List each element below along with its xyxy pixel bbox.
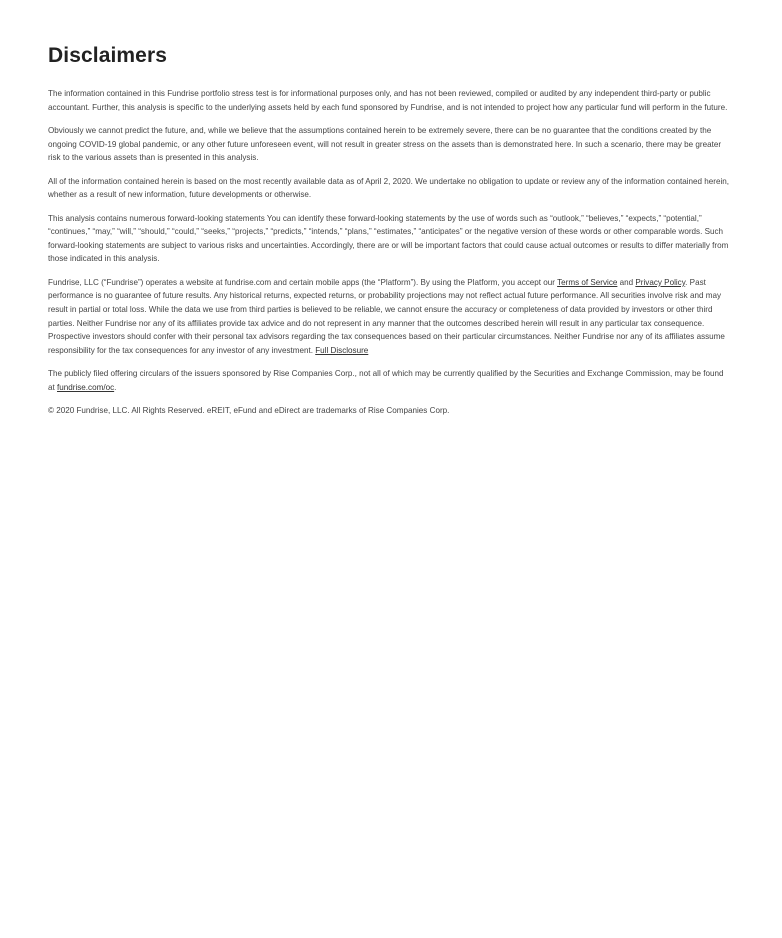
page-title: Disclaimers xyxy=(48,44,168,67)
disclaimers-page xyxy=(48,44,732,418)
platform-text-part1: Fundrise, LLC (“Fundrise”) operates a website at fundrise.com and certain mobile apps (the “Platform”). By using the Platform, you accept our xyxy=(48,277,558,287)
disclaimer-paragraph-forward-looking: This analysis contains numerous forward-looking statements You can identify these forward-looking statements by the use of words such as “outlook,” “believes,” “expects,” “potential,” “continues,” “may,” “will,” “should,” “could,” “seeks,” “projects,” “predicts,” “intends,” “plans,” “estimates,” “anticipates” or the negative version of these words or other comparable words. Such forward-looking statements are subject to various risks and uncertainties. Accordingly, there are or will be important factors that could cause actual outcomes or results to differ materially from those indicated in this analysis. xyxy=(48,213,729,264)
disclaimer-paragraph-data-date: All of the information contained herein is based on the most recently available data as of April 2, 2020. We undertake no obligation to update or review any of the information contained herein, whether as a result of new information, future developments or otherwise. xyxy=(48,176,730,200)
offering-text-part1: The publicly filed offering circulars of the issuers sponsored by Rise Companies Corp., not all of which may be currently qualified by the Securities and Exchange Commission, may be found at xyxy=(48,369,724,392)
disclaimer-paragraph-offering-circulars xyxy=(48,367,732,394)
copyright-notice: © 2020 Fundrise, LLC. All Rights Reserved. eREIT, eFund and eDirect are trademarks of Rise Companies Corp. xyxy=(48,406,450,416)
disclaimer-paragraph-informational: The information contained in this Fundrise portfolio stress test is for informational purposes only, and has not been reviewed, compiled or audited by any independent third-party or public accountant. Further, this analysis is specific to the underlying assets held by each fund sponsored by Fundrise, and is not intended to project how any particular fund will perform in the future. xyxy=(48,89,728,112)
terms-of-service-link[interactable]: Terms of Service xyxy=(557,277,618,287)
full-disclosure-link[interactable]: Full Disclosure xyxy=(315,345,369,355)
platform-text-part3: . Past performance is no guarantee of future results. Any historical returns, expected returns, or probability projections may not reflect actual future performance. All securities involve risk and may result in partial or total loss. While the data we use from third parties is believed to be reliable, we cannot ensure the accuracy or completeness of data provided by investors or other third parties. Neither Fundrise nor any of its affiliates provide tax advice and do not represent in any manner that the outcomes described herein will result in any particular tax consequence. Prospective investors should confer with their personal tax advisors regarding the tax consequences based on their particular circumstances. Neither Fundrise nor any of its affiliates assume responsibility for the tax consequences for any investor of any investment. xyxy=(48,277,725,355)
privacy-policy-link[interactable]: Privacy Policy xyxy=(635,277,686,287)
platform-text-part2: and xyxy=(617,277,636,287)
disclaimer-paragraph-future: Obviously we cannot predict the future, and, while we believe that the assumptions contained herein to be extremely severe, there can be no guarantee that the conditions created by the ongoing COVID-19 global pandemic, or any other future unforeseen event, will not result in greater stress on the assets than is demonstrated here. In such a scenario, there may be greater risk to the various assets than is presented in this analysis. xyxy=(48,125,722,163)
offering-circulars-link[interactable]: fundrise.com/oc xyxy=(57,382,115,392)
disclaimer-paragraph-platform xyxy=(48,276,732,358)
offering-text-part2: . xyxy=(114,382,117,392)
